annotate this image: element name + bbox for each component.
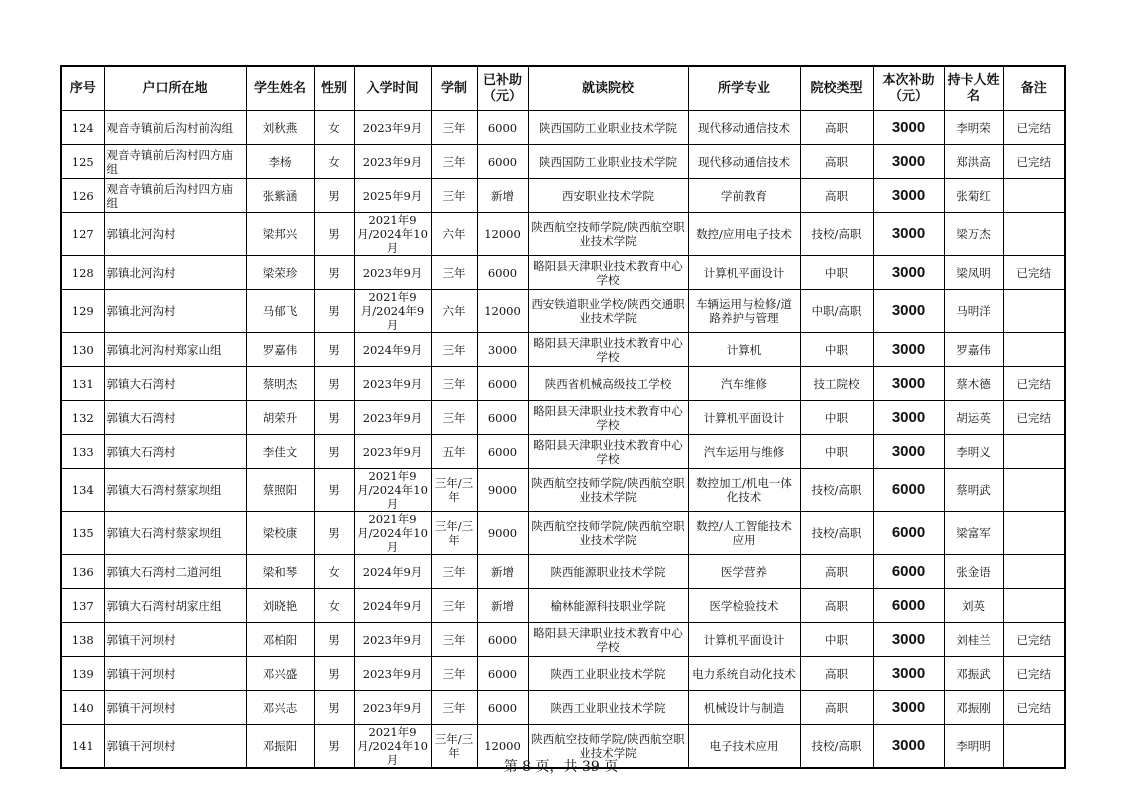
cell-school-type: 高职 — [800, 555, 873, 589]
cell-paid-subsidy: 9000 — [477, 512, 528, 555]
cell-household: 郭镇北河沟村郑家山组 — [104, 333, 246, 367]
cell-school: 陕西工业职业技术学院 — [528, 657, 688, 691]
table-row — [61, 145, 1065, 179]
cell-duration: 三年 — [431, 256, 477, 290]
cell-remark — [1003, 555, 1065, 589]
cell-household: 观音寺镇前后沟村四方庙组 — [104, 179, 246, 213]
cell-student-name: 梁和琴 — [246, 555, 314, 589]
table-row — [61, 333, 1065, 367]
cell-cardholder: 郑洪高 — [944, 145, 1003, 179]
cell-enroll-date: 2023年9月 — [354, 111, 431, 145]
cell-remark: 已完结 — [1003, 657, 1065, 691]
cell-duration: 三年 — [431, 145, 477, 179]
table-row — [61, 657, 1065, 691]
cell-enroll-date: 2024年9月 — [354, 589, 431, 623]
cell-paid-subsidy: 6000 — [477, 691, 528, 725]
cell-cardholder: 梁万杰 — [944, 213, 1003, 256]
cell-major: 电力系统自动化技术 — [688, 657, 800, 691]
cell-school: 陕西工业职业技术学院 — [528, 691, 688, 725]
cell-school-type: 高职 — [800, 111, 873, 145]
cell-gender: 男 — [314, 213, 354, 256]
cell-household: 郭镇大石湾村胡家庄组 — [104, 589, 246, 623]
cell-school: 陕西国防工业职业技术学院 — [528, 145, 688, 179]
cell-enroll-date: 2021年9月/2024年9月 — [354, 290, 431, 333]
cell-school: 陕西航空技师学院/陕西航空职业技术学院 — [528, 469, 688, 512]
cell-remark — [1003, 512, 1065, 555]
table-header-row — [61, 66, 1065, 111]
cell-cardholder: 蔡木德 — [944, 367, 1003, 401]
cell-serial: 131 — [61, 367, 104, 401]
cell-enroll-date: 2023年9月 — [354, 145, 431, 179]
cell-serial: 135 — [61, 512, 104, 555]
cell-enroll-date: 2023年9月 — [354, 401, 431, 435]
cell-gender: 男 — [314, 623, 354, 657]
cell-duration: 三年 — [431, 555, 477, 589]
cell-enroll-date: 2021年9月/2024年10月 — [354, 469, 431, 512]
cell-paid-subsidy: 9000 — [477, 469, 528, 512]
table-row — [61, 691, 1065, 725]
cell-gender: 男 — [314, 401, 354, 435]
cell-gender: 女 — [314, 555, 354, 589]
cell-household: 观音寺镇前后沟村前沟组 — [104, 111, 246, 145]
cell-cardholder: 马明洋 — [944, 290, 1003, 333]
header-paid-subsidy: 已补助（元） — [477, 66, 528, 111]
cell-enroll-date: 2023年9月 — [354, 435, 431, 469]
cell-paid-subsidy: 12000 — [477, 213, 528, 256]
cell-current-subsidy: 3000 — [873, 213, 944, 256]
cell-duration: 三年 — [431, 691, 477, 725]
cell-enroll-date: 2021年9月/2024年10月 — [354, 725, 431, 769]
cell-paid-subsidy: 新增 — [477, 589, 528, 623]
table-row — [61, 589, 1065, 623]
cell-cardholder: 刘英 — [944, 589, 1003, 623]
cell-school: 西安职业技术学院 — [528, 179, 688, 213]
cell-household: 郭镇大石湾村 — [104, 401, 246, 435]
table-row — [61, 111, 1065, 145]
cell-household: 郭镇干河坝村 — [104, 725, 246, 769]
cell-household: 郭镇大石湾村蔡家坝组 — [104, 512, 246, 555]
cell-serial: 140 — [61, 691, 104, 725]
cell-serial: 127 — [61, 213, 104, 256]
table-row — [61, 179, 1065, 213]
header-current-subsidy: 本次补助（元） — [873, 66, 944, 111]
table-row — [61, 367, 1065, 401]
cell-current-subsidy: 3000 — [873, 333, 944, 367]
cell-paid-subsidy: 3000 — [477, 333, 528, 367]
cell-cardholder: 邓振刚 — [944, 691, 1003, 725]
cell-major: 汽车运用与维修 — [688, 435, 800, 469]
cell-major: 现代移动通信技术 — [688, 145, 800, 179]
cell-enroll-date: 2023年9月 — [354, 367, 431, 401]
cell-current-subsidy: 6000 — [873, 469, 944, 512]
cell-school: 略阳县天津职业技术教育中心学校 — [528, 623, 688, 657]
cell-student-name: 张紫涵 — [246, 179, 314, 213]
cell-school: 陕西能源职业技术学院 — [528, 555, 688, 589]
cell-serial: 134 — [61, 469, 104, 512]
cell-student-name: 邓兴盛 — [246, 657, 314, 691]
cell-household: 郭镇北河沟村 — [104, 290, 246, 333]
cell-current-subsidy: 6000 — [873, 512, 944, 555]
cell-duration: 三年/三年 — [431, 725, 477, 769]
cell-current-subsidy: 3000 — [873, 657, 944, 691]
header-school-type: 院校类型 — [800, 66, 873, 111]
cell-duration: 三年 — [431, 623, 477, 657]
cell-duration: 三年 — [431, 367, 477, 401]
cell-remark: 已完结 — [1003, 623, 1065, 657]
cell-student-name: 蔡明杰 — [246, 367, 314, 401]
cell-student-name: 邓兴志 — [246, 691, 314, 725]
cell-school: 略阳县天津职业技术教育中心学校 — [528, 401, 688, 435]
page-footer: 第 8 页，共 39 页 — [503, 759, 619, 775]
cell-cardholder: 刘桂兰 — [944, 623, 1003, 657]
table-row — [61, 469, 1065, 512]
cell-school-type: 高职 — [800, 179, 873, 213]
cell-paid-subsidy: 6000 — [477, 435, 528, 469]
cell-school-type: 技工院校 — [800, 367, 873, 401]
cell-school: 陕西航空技师学院/陕西航空职业技术学院 — [528, 725, 688, 769]
cell-cardholder: 张金语 — [944, 555, 1003, 589]
cell-major: 机械设计与制造 — [688, 691, 800, 725]
cell-school-type: 高职 — [800, 589, 873, 623]
cell-school-type: 技校/高职 — [800, 725, 873, 769]
cell-enroll-date: 2025年9月 — [354, 179, 431, 213]
table-row — [61, 256, 1065, 290]
cell-remark — [1003, 469, 1065, 512]
cell-major: 汽车维修 — [688, 367, 800, 401]
cell-remark: 已完结 — [1003, 111, 1065, 145]
cell-serial: 139 — [61, 657, 104, 691]
cell-major: 计算机平面设计 — [688, 256, 800, 290]
cell-major: 医学营养 — [688, 555, 800, 589]
cell-duration: 三年 — [431, 589, 477, 623]
cell-remark: 已完结 — [1003, 145, 1065, 179]
cell-duration: 三年 — [431, 111, 477, 145]
cell-student-name: 胡荣升 — [246, 401, 314, 435]
cell-household: 郭镇北河沟村 — [104, 213, 246, 256]
cell-major: 计算机平面设计 — [688, 623, 800, 657]
cell-current-subsidy: 3000 — [873, 435, 944, 469]
cell-remark — [1003, 435, 1065, 469]
cell-household: 郭镇大石湾村蔡家坝组 — [104, 469, 246, 512]
cell-student-name: 梁校康 — [246, 512, 314, 555]
cell-household: 郭镇干河坝村 — [104, 623, 246, 657]
cell-current-subsidy: 6000 — [873, 555, 944, 589]
cell-current-subsidy: 3000 — [873, 145, 944, 179]
cell-major: 计算机平面设计 — [688, 401, 800, 435]
cell-household: 郭镇北河沟村 — [104, 256, 246, 290]
cell-school: 西安铁道职业学校/陕西交通职业技术学院 — [528, 290, 688, 333]
cell-school-type: 中职/高职 — [800, 290, 873, 333]
cell-current-subsidy: 3000 — [873, 725, 944, 769]
cell-enroll-date: 2021年9月/2024年10月 — [354, 512, 431, 555]
cell-duration: 三年 — [431, 401, 477, 435]
cell-gender: 男 — [314, 256, 354, 290]
cell-student-name: 刘秋燕 — [246, 111, 314, 145]
cell-paid-subsidy: 6000 — [477, 623, 528, 657]
header-remark: 备注 — [1003, 66, 1065, 111]
header-enroll-date: 入学时间 — [354, 66, 431, 111]
cell-serial: 138 — [61, 623, 104, 657]
cell-student-name: 邓振阳 — [246, 725, 314, 769]
cell-cardholder: 蔡明武 — [944, 469, 1003, 512]
cell-school-type: 中职 — [800, 435, 873, 469]
cell-school: 陕西省机械高级技工学校 — [528, 367, 688, 401]
cell-cardholder: 张菊红 — [944, 179, 1003, 213]
cell-school: 略阳县天津职业技术教育中心学校 — [528, 256, 688, 290]
cell-paid-subsidy: 新增 — [477, 555, 528, 589]
cell-enroll-date: 2024年9月 — [354, 333, 431, 367]
table-row — [61, 435, 1065, 469]
cell-duration: 三年 — [431, 333, 477, 367]
cell-student-name: 邓柏阳 — [246, 623, 314, 657]
table-row — [61, 623, 1065, 657]
cell-paid-subsidy: 6000 — [477, 111, 528, 145]
cell-enroll-date: 2023年9月 — [354, 623, 431, 657]
table-row — [61, 213, 1065, 256]
cell-enroll-date: 2024年9月 — [354, 555, 431, 589]
cell-serial: 136 — [61, 555, 104, 589]
cell-serial: 128 — [61, 256, 104, 290]
header-cardholder: 持卡人姓名 — [944, 66, 1003, 111]
cell-remark — [1003, 290, 1065, 333]
cell-major: 数控/人工智能技术应用 — [688, 512, 800, 555]
cell-gender: 女 — [314, 111, 354, 145]
cell-school-type: 高职 — [800, 691, 873, 725]
cell-remark: 已完结 — [1003, 367, 1065, 401]
cell-gender: 女 — [314, 589, 354, 623]
cell-major: 电子技术应用 — [688, 725, 800, 769]
cell-gender: 男 — [314, 469, 354, 512]
cell-school-type: 技校/高职 — [800, 213, 873, 256]
cell-cardholder: 梁凤明 — [944, 256, 1003, 290]
cell-school-type: 高职 — [800, 145, 873, 179]
cell-gender: 男 — [314, 367, 354, 401]
cell-duration: 三年/三年 — [431, 512, 477, 555]
header-household: 户口所在地 — [104, 66, 246, 111]
cell-student-name: 罗嘉伟 — [246, 333, 314, 367]
cell-school-type: 中职 — [800, 623, 873, 657]
header-major: 所学专业 — [688, 66, 800, 111]
cell-cardholder: 罗嘉伟 — [944, 333, 1003, 367]
table-row — [61, 512, 1065, 555]
cell-gender: 男 — [314, 691, 354, 725]
cell-school: 陕西航空技师学院/陕西航空职业技术学院 — [528, 512, 688, 555]
cell-paid-subsidy: 6000 — [477, 401, 528, 435]
cell-current-subsidy: 3000 — [873, 367, 944, 401]
cell-major: 数控加工/机电一体化技术 — [688, 469, 800, 512]
cell-major: 学前教育 — [688, 179, 800, 213]
cell-gender: 女 — [314, 145, 354, 179]
cell-serial: 137 — [61, 589, 104, 623]
cell-household: 郭镇大石湾村二道河组 — [104, 555, 246, 589]
cell-current-subsidy: 3000 — [873, 256, 944, 290]
table-row — [61, 555, 1065, 589]
cell-paid-subsidy: 新增 — [477, 179, 528, 213]
cell-major: 数控/应用电子技术 — [688, 213, 800, 256]
cell-household: 郭镇大石湾村 — [104, 367, 246, 401]
cell-enroll-date: 2023年9月 — [354, 657, 431, 691]
cell-cardholder: 胡运英 — [944, 401, 1003, 435]
cell-current-subsidy: 3000 — [873, 401, 944, 435]
cell-duration: 六年 — [431, 290, 477, 333]
cell-paid-subsidy: 12000 — [477, 725, 528, 769]
cell-enroll-date: 2023年9月 — [354, 256, 431, 290]
cell-student-name: 梁邦兴 — [246, 213, 314, 256]
header-school: 就读院校 — [528, 66, 688, 111]
header-duration: 学制 — [431, 66, 477, 111]
cell-paid-subsidy: 6000 — [477, 256, 528, 290]
cell-serial: 132 — [61, 401, 104, 435]
cell-school: 陕西航空技师学院/陕西航空职业技术学院 — [528, 213, 688, 256]
cell-remark: 已完结 — [1003, 256, 1065, 290]
cell-student-name: 马郁飞 — [246, 290, 314, 333]
cell-school-type: 技校/高职 — [800, 512, 873, 555]
cell-serial: 124 — [61, 111, 104, 145]
cell-gender: 男 — [314, 512, 354, 555]
cell-enroll-date: 2023年9月 — [354, 691, 431, 725]
cell-remark: 已完结 — [1003, 691, 1065, 725]
cell-paid-subsidy: 6000 — [477, 657, 528, 691]
cell-major: 现代移动通信技术 — [688, 111, 800, 145]
cell-cardholder: 邓振武 — [944, 657, 1003, 691]
cell-student-name: 李杨 — [246, 145, 314, 179]
cell-school-type: 高职 — [800, 657, 873, 691]
cell-gender: 男 — [314, 435, 354, 469]
cell-serial: 129 — [61, 290, 104, 333]
cell-serial: 125 — [61, 145, 104, 179]
cell-enroll-date: 2021年9月/2024年10月 — [354, 213, 431, 256]
cell-gender: 男 — [314, 179, 354, 213]
cell-school-type: 中职 — [800, 401, 873, 435]
cell-remark — [1003, 179, 1065, 213]
cell-major: 车辆运用与检修/道路养护与管理 — [688, 290, 800, 333]
cell-current-subsidy: 3000 — [873, 179, 944, 213]
cell-school: 略阳县天津职业技术教育中心学校 — [528, 333, 688, 367]
header-gender: 性别 — [314, 66, 354, 111]
header-student-name: 学生姓名 — [246, 66, 314, 111]
cell-school: 略阳县天津职业技术教育中心学校 — [528, 435, 688, 469]
cell-current-subsidy: 3000 — [873, 111, 944, 145]
cell-paid-subsidy: 12000 — [477, 290, 528, 333]
cell-gender: 男 — [314, 725, 354, 769]
cell-gender: 男 — [314, 290, 354, 333]
cell-gender: 男 — [314, 333, 354, 367]
cell-cardholder: 李明明 — [944, 725, 1003, 769]
cell-current-subsidy: 3000 — [873, 691, 944, 725]
cell-student-name: 梁荣珍 — [246, 256, 314, 290]
cell-serial: 130 — [61, 333, 104, 367]
cell-remark — [1003, 333, 1065, 367]
header-serial: 序号 — [61, 66, 104, 111]
cell-paid-subsidy: 6000 — [477, 367, 528, 401]
cell-duration: 三年 — [431, 179, 477, 213]
cell-serial: 133 — [61, 435, 104, 469]
cell-gender: 男 — [314, 657, 354, 691]
cell-major: 计算机 — [688, 333, 800, 367]
cell-school-type: 中职 — [800, 256, 873, 290]
cell-student-name: 蔡照阳 — [246, 469, 314, 512]
table-row — [61, 290, 1065, 333]
cell-school-type: 中职 — [800, 333, 873, 367]
cell-school: 陕西国防工业职业技术学院 — [528, 111, 688, 145]
cell-current-subsidy: 6000 — [873, 589, 944, 623]
cell-household: 观音寺镇前后沟村四方庙组 — [104, 145, 246, 179]
cell-duration: 三年/三年 — [431, 469, 477, 512]
cell-major: 医学检验技术 — [688, 589, 800, 623]
cell-duration: 三年 — [431, 657, 477, 691]
cell-current-subsidy: 3000 — [873, 290, 944, 333]
cell-cardholder: 梁富军 — [944, 512, 1003, 555]
cell-school: 榆林能源科技职业学院 — [528, 589, 688, 623]
cell-paid-subsidy: 6000 — [477, 145, 528, 179]
cell-duration: 五年 — [431, 435, 477, 469]
cell-duration: 六年 — [431, 213, 477, 256]
cell-remark — [1003, 213, 1065, 256]
cell-household: 郭镇干河坝村 — [104, 691, 246, 725]
cell-serial: 141 — [61, 725, 104, 769]
cell-student-name: 李佳文 — [246, 435, 314, 469]
cell-household: 郭镇干河坝村 — [104, 657, 246, 691]
cell-cardholder: 李明荣 — [944, 111, 1003, 145]
subsidy-table — [60, 65, 1066, 769]
cell-school-type: 技校/高职 — [800, 469, 873, 512]
cell-current-subsidy: 3000 — [873, 623, 944, 657]
cell-serial: 126 — [61, 179, 104, 213]
cell-household: 郭镇大石湾村 — [104, 435, 246, 469]
cell-cardholder: 李明义 — [944, 435, 1003, 469]
table-row — [61, 401, 1065, 435]
cell-remark — [1003, 589, 1065, 623]
cell-remark: 已完结 — [1003, 401, 1065, 435]
cell-student-name: 刘晓艳 — [246, 589, 314, 623]
